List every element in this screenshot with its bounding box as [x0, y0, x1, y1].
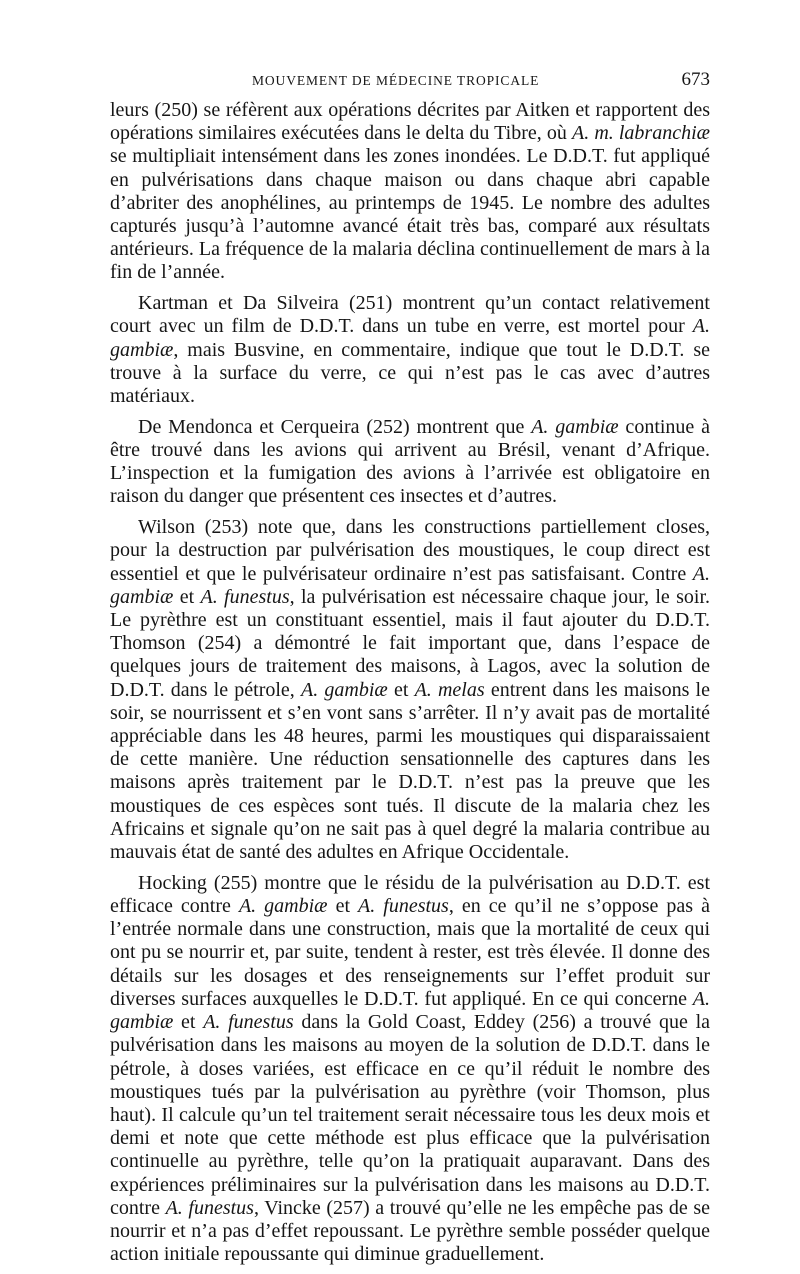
text-run: leurs (250) se réfèrent aux opérations décrites par Aitken et rapportent des opérations similaires exécutées dans le delta du Tibre, où [110, 99, 710, 145]
species-name: A. funestus [358, 895, 449, 918]
text-run: entrent dans les maisons le soir, se nourrissent et s’en vont sans s’arrêter. Il n’y avait pas de mortalité appréciable dans les 48 heures, parmi les moustiques qui disparaissaient de cette manière. Une réduction sensationnelle des captures dans les maisons après traitement par le D.D.T. n’est pas la preuve que les moustiques de ces espèces sont tués. Il discute de la malaria chez les Africains et signale qu’on ne sait pas à quel degré la malaria contribue au mauvais état de santé des adultes en Afrique Occidentale. [110, 678, 710, 864]
text-run: et [327, 895, 359, 918]
species-name: A. gambiæ [110, 987, 710, 1034]
paragraph [110, 416, 710, 509]
text-run: et [173, 585, 201, 608]
text-run: , en ce qu’il ne s’oppose pas à l’entrée normale dans une construction, mais que la mortalité de ceux qui ont pu se nourrir et, par suite, tendent à rester, est très élevée. Il donne des détails sur les dosages et des renseignements sur l’effet produit sur diverses surfaces auxquelles le D.D.T. fut appliqué. En ce qui concerne [110, 895, 710, 1010]
species-name: A. m. labranchiæ [572, 122, 710, 145]
paragraph [110, 872, 710, 1266]
text-run: Hocking (255) montre que le résidu de la pulvérisation au D.D.T. est efficace contre [110, 871, 710, 918]
text-run: , mais Busvine, en commentaire, indique que tout le D.D.T. se trouve à la surface du verre, ce qui n’est pas le cas avec d’autres matériaux. [110, 338, 710, 408]
species-name: A. gambiæ [301, 678, 388, 701]
running-head [110, 69, 710, 93]
body-text [110, 99, 710, 1274]
text-run: , Vincke (257) a trouvé qu’elle ne les empêche pas de se nourrir et n’a pas d’effet repoussant. Le pyrèthre semble posséder quelque action initiale repoussante qui diminue graduellement. [110, 1196, 710, 1266]
text-run: se multipliait intensément dans les zones inondées. Le D.D.T. fut appliqué en pulvérisations dans chaque maison ou dans chaque abri capable d’abriter des anophélines, au printemps de 1945. Le nombre des adultes capturés jusqu’à l’automne avancé était très bas, comparé aux résultats antérieurs. La fréquence de la malaria déclina continuellement de mars à la fin de l’année. [110, 145, 710, 284]
species-name: A. gambiæ [110, 562, 710, 608]
species-name: A. gambiæ [238, 895, 328, 918]
text-run: dans la Gold Coast, Eddey (256) a trouvé que la pulvérisation dans les maisons au moyen de la solution de D.D.T. dans le pétrole, à doses variées, est efficace en ce qu’il réduit le nombre des moustiques tués par la pulvérisation au pyrèthre (voir Thomson, plus haut). Il calcule qu’un tel traitement serait nécessaire tous les deux mois et demi et note que cette méthode est plus efficace que la pulvérisation continuelle au pyrèthre, telle qu’on la pratiquait auparavant. Dans des expériences préliminaires sur la pulvérisation dans les maisons au D.D.T. contre [110, 1011, 711, 1219]
text-run: Kartman et Da Silveira (251) montrent qu’un contact relativement court avec un film de D.D.T. dans un tube en verre, est mortel pour [110, 292, 710, 338]
text-run: De Mendonca et Cerqueira (252) montrent que [138, 415, 532, 438]
species-name: A. melas [414, 678, 485, 701]
page-number: 673 [681, 69, 710, 90]
text-run: continue à être trouvé dans les avions qui arrivent au Brésil, venant d’Afrique. L’inspection et la fumigation des avions à l’arrivée est obligatoire en raison du danger que présentent ces insectes et d’autres. [110, 415, 711, 508]
running-title: MOUVEMENT DE MÉDECINE TROPICALE [252, 73, 540, 88]
text-run: Wilson (253) note que, dans les constructions partiellement closes, pour la destruction par pulvérisation des moustiques, le coup direct est essentiel et que le pulvérisateur ordinaire n’est pas satisfaisant. Contre [110, 516, 710, 585]
species-name: A. funestus [200, 585, 290, 608]
paragraph [110, 292, 710, 408]
paragraph [110, 99, 710, 285]
text-run: et [173, 1011, 204, 1034]
text-run: et [387, 678, 415, 701]
text-run: , la pulvérisation est nécessaire chaque jour, le soir. Le pyrèthre est un constituant essentiel, mais il faut ajouter du D.D.T. Thomson (254) a démontré le fait important que, dans l’espace de quelques jours de traitement des maisons, à Lagos, avec la solution de D.D.T. dans le pétrole, [110, 585, 711, 701]
species-name: A. funestus [165, 1196, 254, 1219]
species-name: A. funestus [203, 1011, 294, 1034]
species-name: A. gambiæ [531, 415, 619, 438]
species-name: A. gambiæ [110, 315, 710, 361]
paragraph [110, 516, 710, 864]
